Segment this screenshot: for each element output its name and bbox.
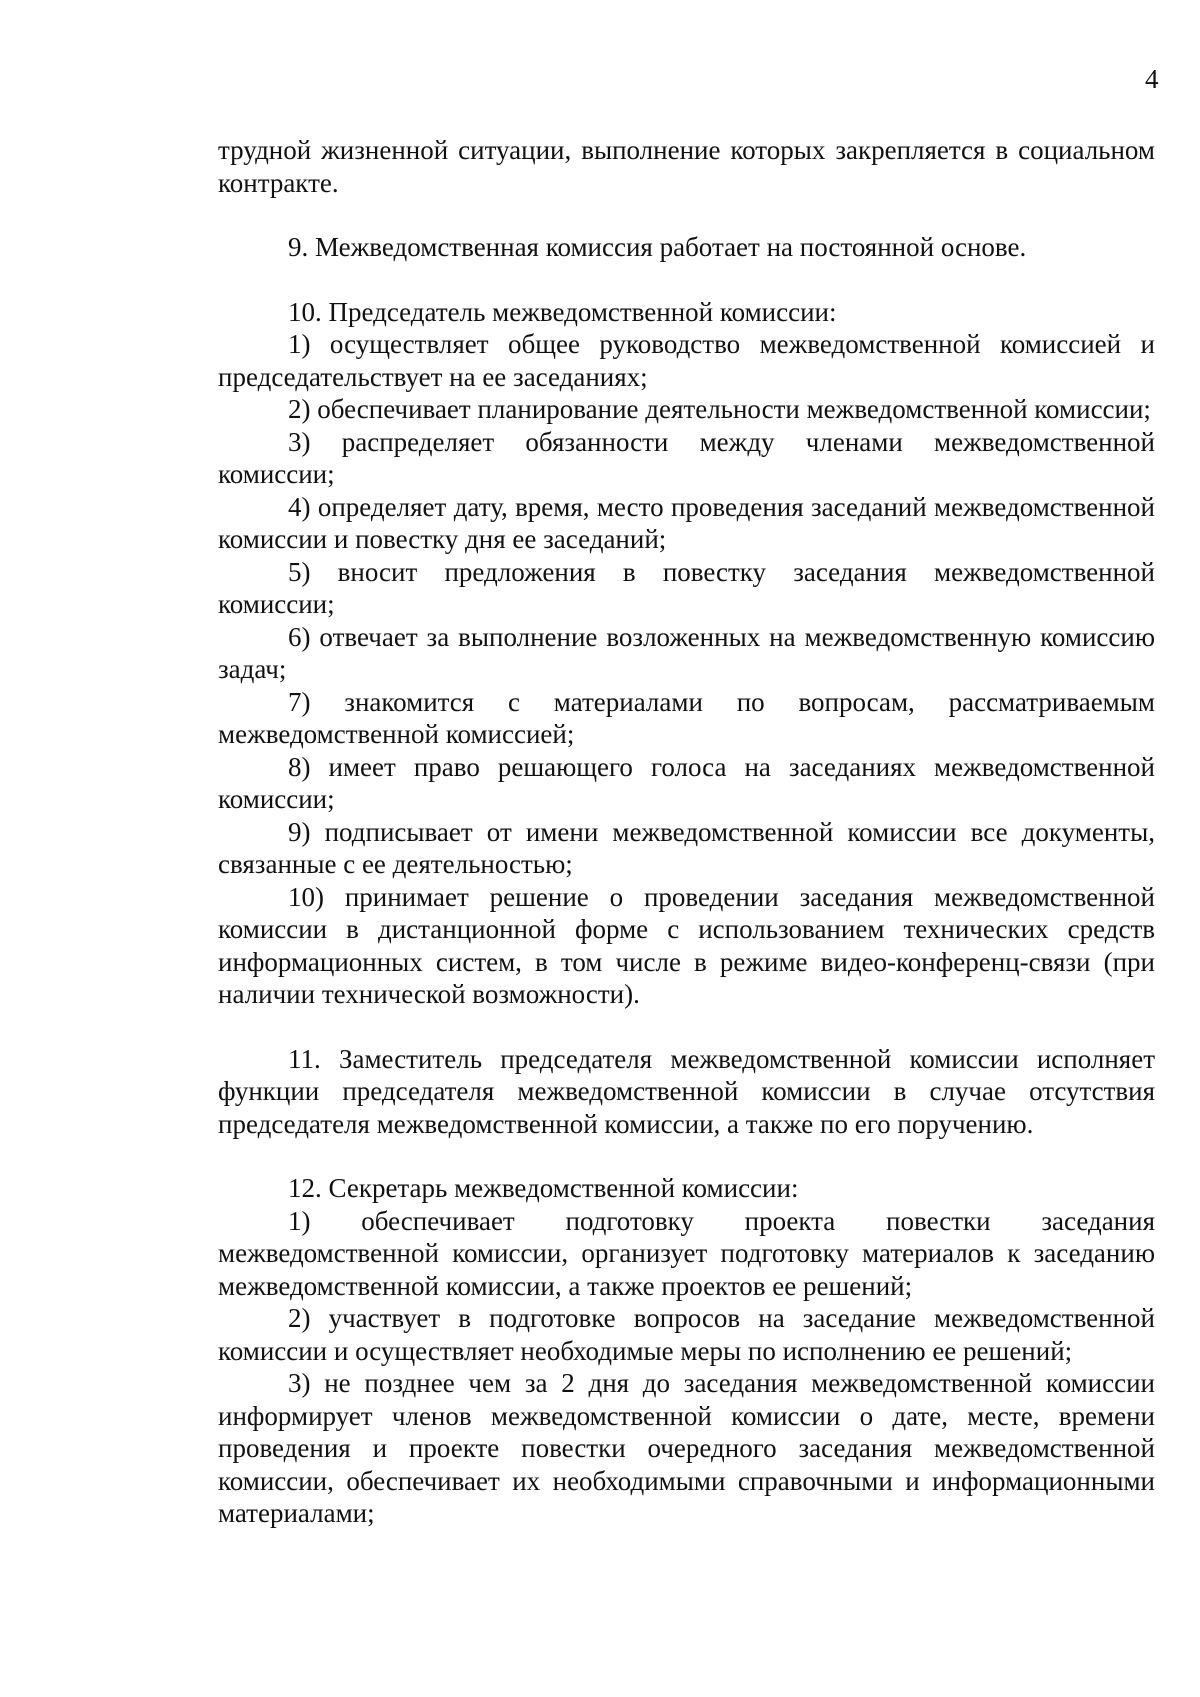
paragraph-clause-11: 11. Заместитель председателя межведомственной комиссии исполняет функции председателя межведомственной комиссии в случае отсутствия председателя межведомственной комиссии, а также по его поручению. [218, 1043, 1155, 1139]
list-item-10-7: 7) знакомится с материалами по вопросам, рассматриваемым межведомственной комиссией; [218, 686, 1155, 749]
list-item-12-1: 1) обеспечивает подготовку проекта повестки заседания межведомственной комиссии, организует подготовку материалов к заседанию межведомственной комиссии, а также проектов ее решений; [218, 1205, 1155, 1301]
paragraph-clause-9: 9. Межведомственная комиссия работает на постоянной основе. [288, 232, 1027, 262]
paragraph-clause-12-heading: 12. Секретарь межведомственной комиссии: [288, 1173, 799, 1203]
paragraph-continuation: трудной жизненной ситуации, выполнение которых закрепляется в социальном контракте. [218, 135, 1155, 198]
list-item-12-2: 2) участвует в подготовке вопросов на заседание межведомственной комиссии и осуществляет необходимые меры по исполнению ее решений; [218, 1303, 1155, 1366]
list-item-10-1: 1) осуществляет общее руководство межведомственной комиссией и председательствует на ее заседаниях; [218, 329, 1155, 392]
list-item-10-6: 6) отвечает за выполнение возложенных на межведомственную комиссию задач; [218, 621, 1155, 684]
list-item-10-3: 3) распределяет обязанности между членами межведомственной комиссии; [218, 426, 1155, 489]
document-body [218, 134, 1155, 1530]
list-item-10-5: 5) вносит предложения в повестку заседания межведомственной комиссии; [218, 556, 1155, 619]
list-item-10-4: 4) определяет дату, время, место проведения заседаний межведомственной комиссии и повестку дня ее заседаний; [218, 491, 1155, 554]
list-item-10-9: 9) подписывает от имени межведомственной комиссии все документы, связанные с ее деятельностью; [218, 816, 1155, 879]
paragraph-clause-10-heading: 10. Председатель межведомственной комиссии: [288, 296, 837, 327]
list-item-12-3: 3) не позднее чем за 2 дня до заседания межведомственной комиссии информирует членов межведомственной комиссии о дате, месте, времени проведения и проекте повестки очередного заседания межведомственной комиссии, обеспечивает их необходимыми справочными и информационными материалами; [218, 1368, 1155, 1528]
list-item-10-2: 2) обеспечивает планирование деятельности межведомственной комиссии; [288, 394, 1151, 424]
page-number: 4 [1145, 64, 1159, 94]
list-item-10-8: 8) имеет право решающего голоса на заседаниях межведомственной комиссии; [218, 751, 1155, 814]
list-item-10-10: 10) принимает решение о проведении заседания межведомственной комиссии в дистанционной форме с использованием технических средств информационных систем, в том числе в режиме видео-конференц-связи (при наличии технической возможности). [218, 881, 1155, 1009]
